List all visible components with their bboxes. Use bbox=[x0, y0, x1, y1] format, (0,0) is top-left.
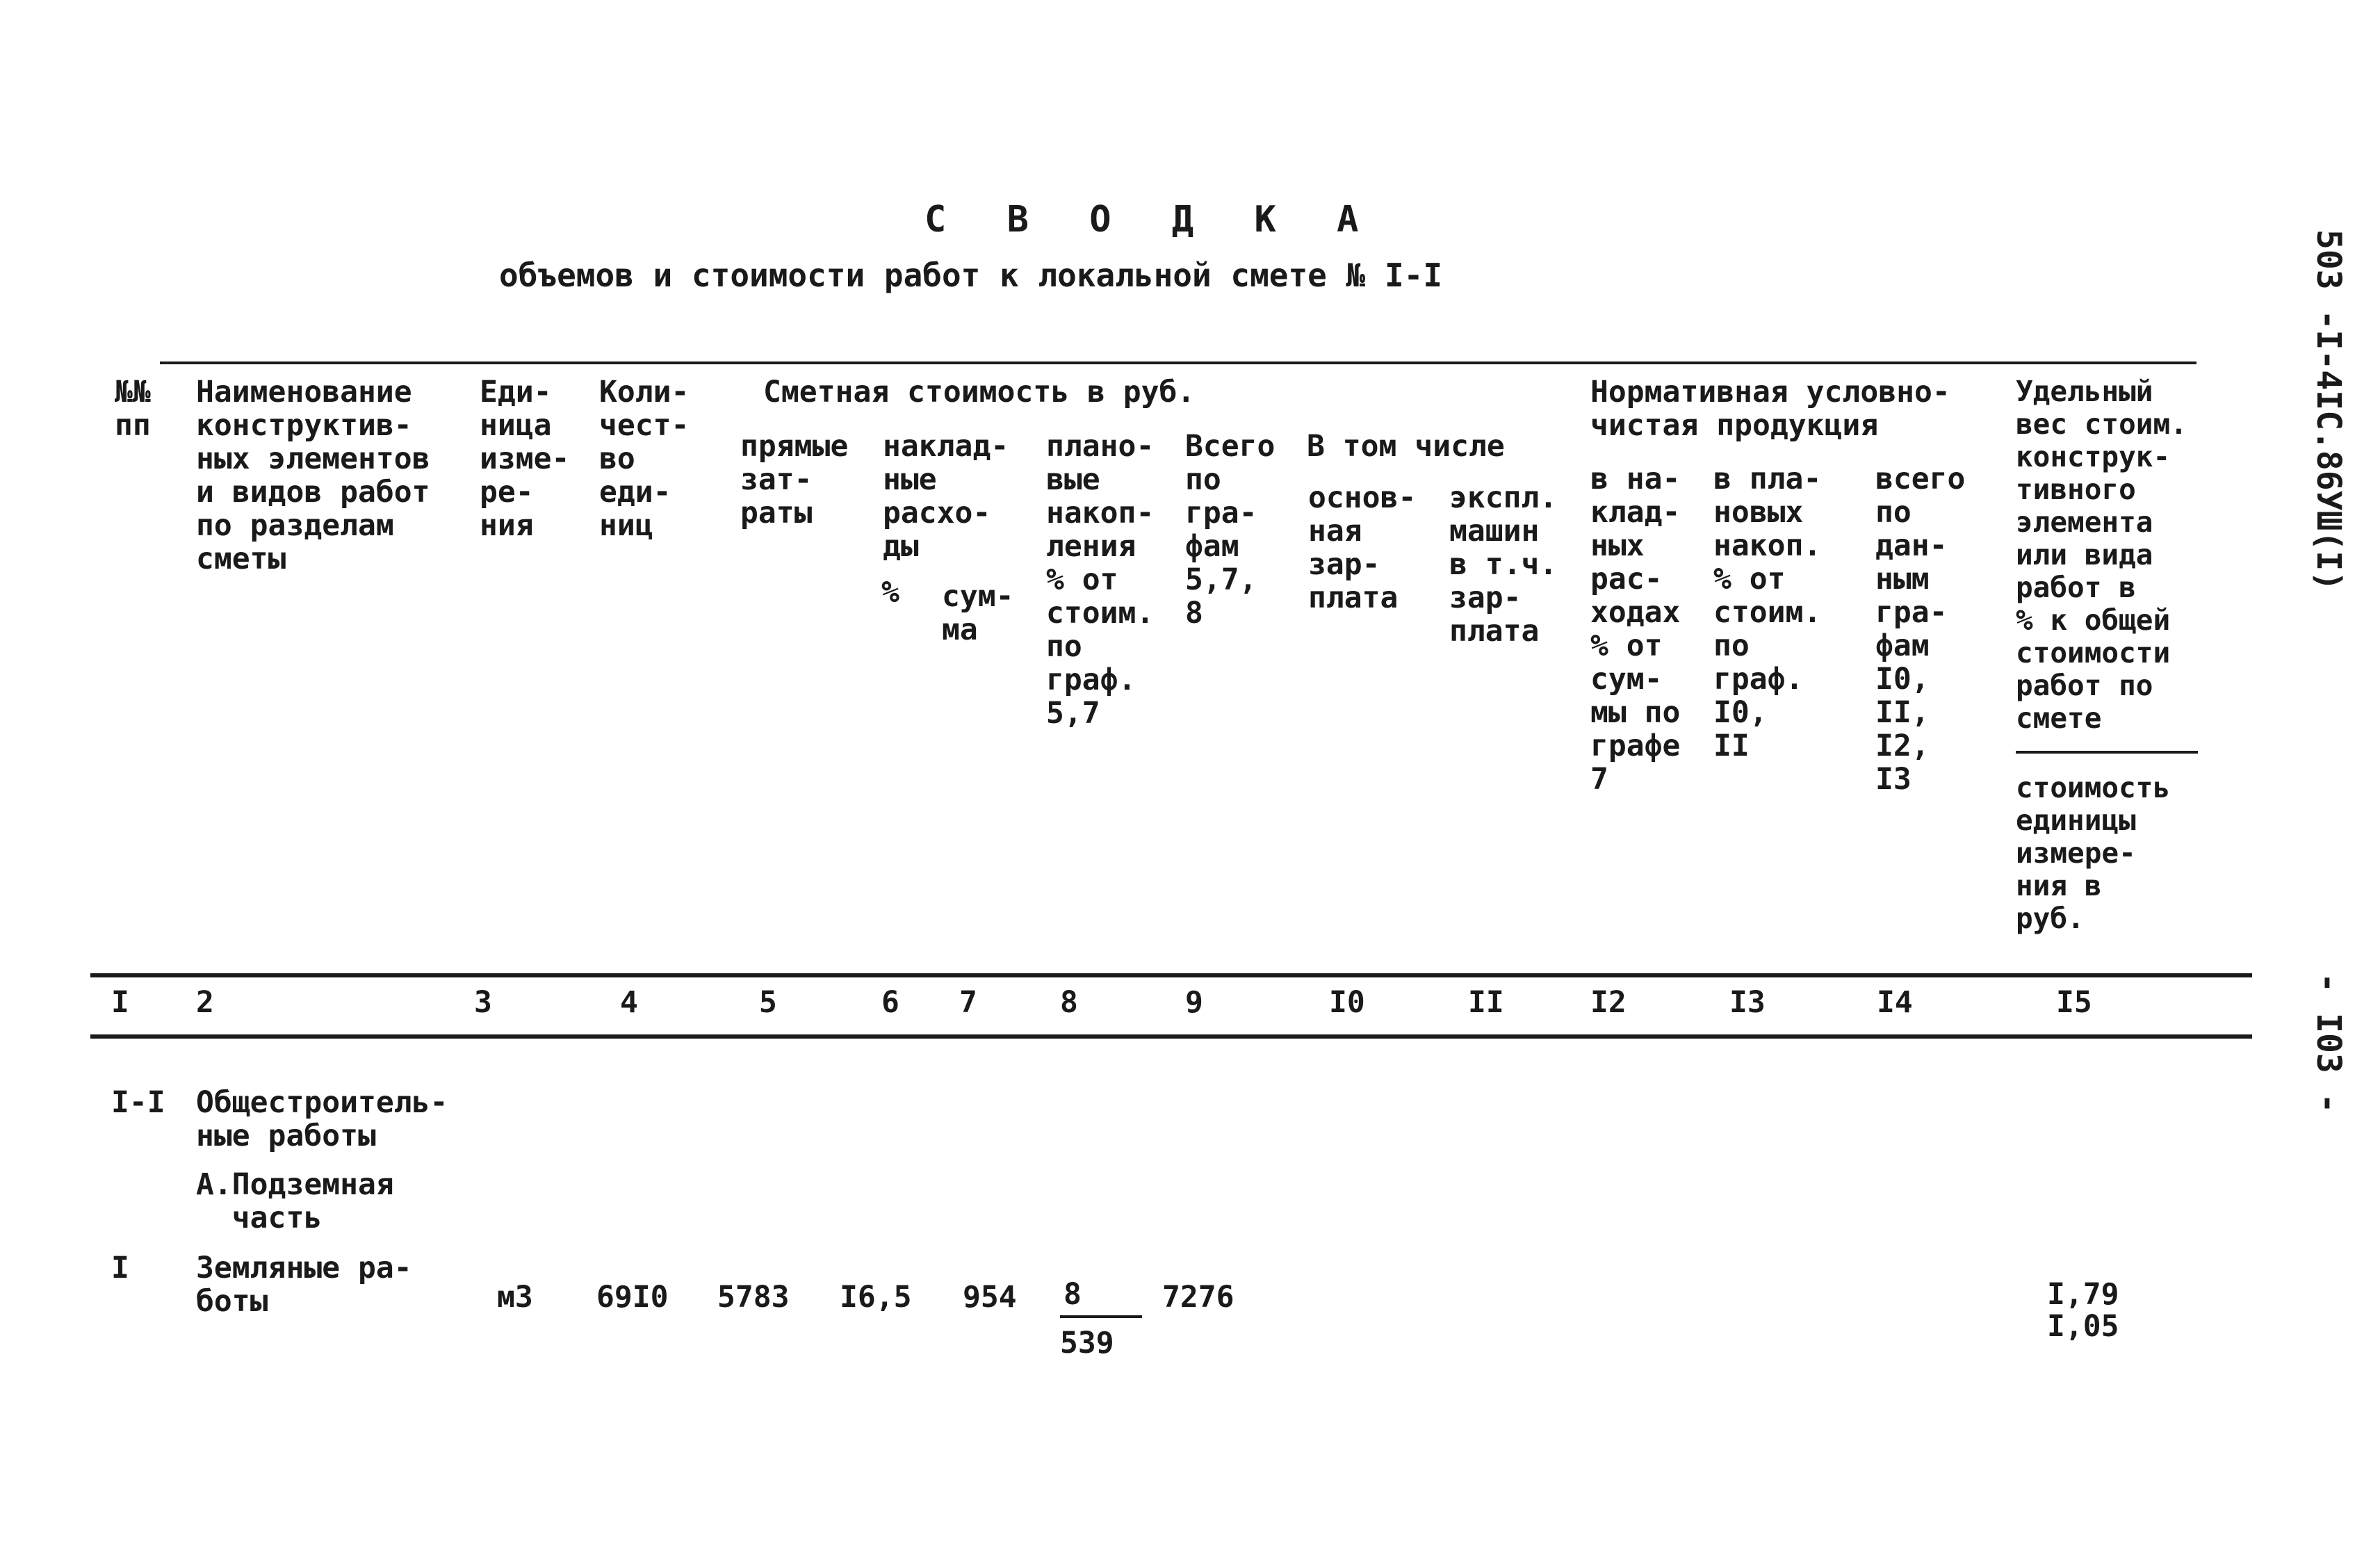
header-row-number: №№ пп bbox=[115, 375, 151, 443]
header-norm-overhead: в на- клад- ных рас- ходах % от сум- мы по графе 7 bbox=[1590, 462, 1681, 797]
section-name: Общестроитель- ные работы bbox=[196, 1085, 448, 1153]
column-number-4: 4 bbox=[620, 985, 638, 1020]
header-base-salary: основ- ная зар- плата bbox=[1308, 480, 1417, 615]
header-specific-weight: Удельный вес стоим. конструк- тивного элемента или вида работ в % к общей стоимости работ по смете bbox=[2016, 375, 2187, 735]
row-1-quantity: 69I0 bbox=[596, 1280, 669, 1315]
column-numbers-bottom-rule bbox=[90, 1034, 2252, 1039]
row-1-direct-costs: 5783 bbox=[717, 1280, 790, 1315]
header-overhead-sum: сум- ма bbox=[942, 579, 1014, 647]
row-1-unit-cost: I,05 bbox=[2047, 1309, 2119, 1344]
header-overhead-pct: % bbox=[881, 575, 899, 610]
column-number-13: I3 bbox=[1729, 985, 1766, 1020]
header-col15-divider bbox=[2016, 751, 2198, 754]
row-1-specific-weight: I,79 bbox=[2047, 1277, 2119, 1312]
column-number-8: 8 bbox=[1060, 985, 1078, 1020]
header-unit: Еди- ница изме- ре- ния bbox=[480, 375, 570, 543]
column-number-2: 2 bbox=[196, 985, 214, 1020]
column-number-11: II bbox=[1468, 985, 1504, 1020]
header-quantity: Коли- чест- во еди- ниц bbox=[599, 375, 690, 543]
page-number: - I03 - bbox=[2309, 973, 2348, 1114]
column-number-15: I5 bbox=[2056, 985, 2092, 1020]
header-norm-planned: в пла- новых накоп. % от стоим. по граф. I0, II bbox=[1713, 462, 1822, 763]
header-planned-savings: плано- вые накоп- ления % от стоим. по граф. 5,7 bbox=[1046, 429, 1155, 731]
header-machine-operation: экспл. машин в т.ч. зар- плата bbox=[1449, 480, 1558, 649]
header-direct-costs: прямые зат- раты bbox=[740, 429, 849, 530]
column-number-12: I2 bbox=[1590, 985, 1627, 1020]
row-1-name: Земляные ра- боты bbox=[196, 1251, 412, 1319]
column-numbers-top-rule bbox=[90, 973, 2252, 977]
row-1-total: 7276 bbox=[1162, 1280, 1234, 1315]
header-overhead: наклад- ные расхо- ды bbox=[883, 429, 1009, 564]
row-1-overhead-sum: 954 bbox=[963, 1280, 1017, 1315]
column-number-7: 7 bbox=[959, 985, 977, 1020]
row-1-overhead-pct: I6,5 bbox=[840, 1280, 912, 1315]
row-1-unit: м3 bbox=[497, 1280, 533, 1315]
header-total: Всего по гра- фам 5,7, 8 bbox=[1185, 429, 1275, 631]
row-1-planned-fraction-line bbox=[1060, 1315, 1142, 1318]
header-group-cost: Сметная стоимость в руб. bbox=[763, 375, 1196, 409]
table-top-rule bbox=[160, 361, 2196, 364]
column-number-14: I4 bbox=[1877, 985, 1913, 1020]
header-group-including: В том числе bbox=[1307, 429, 1505, 464]
row-1-planned-pct: 8 bbox=[1063, 1277, 1082, 1312]
side-margin-text bbox=[2308, 229, 2349, 1114]
header-norm-total: всего по дан- ным гра- фам I0, II, I2, I3 bbox=[1875, 462, 1966, 797]
column-number-5: 5 bbox=[759, 985, 777, 1020]
column-number-6: 6 bbox=[881, 985, 899, 1020]
document-title: С В О Д К А bbox=[924, 199, 1378, 241]
side-code: 503 -I-4IC.86УШ(I) bbox=[2309, 229, 2348, 592]
header-name: Наименование конструктив- ных элементов и видов работ по разделам сметы bbox=[196, 375, 430, 576]
document-subtitle: объемов и стоимости работ к локальной смете № I-I bbox=[499, 257, 1443, 294]
section-code: I-I bbox=[111, 1085, 165, 1120]
column-number-1: I bbox=[111, 985, 129, 1020]
column-number-10: I0 bbox=[1329, 985, 1365, 1020]
column-number-9: 9 bbox=[1185, 985, 1203, 1020]
column-number-3: 3 bbox=[474, 985, 492, 1020]
subsection-name: А.Подземная часть bbox=[196, 1167, 394, 1235]
header-unit-cost: стоимость единицы измере- ния в руб. bbox=[2016, 771, 2171, 935]
header-group-normative: Нормативная условно- чистая продукция bbox=[1590, 375, 1950, 443]
row-1-planned-sum: 539 bbox=[1060, 1326, 1114, 1360]
row-1-number: I bbox=[111, 1251, 129, 1285]
